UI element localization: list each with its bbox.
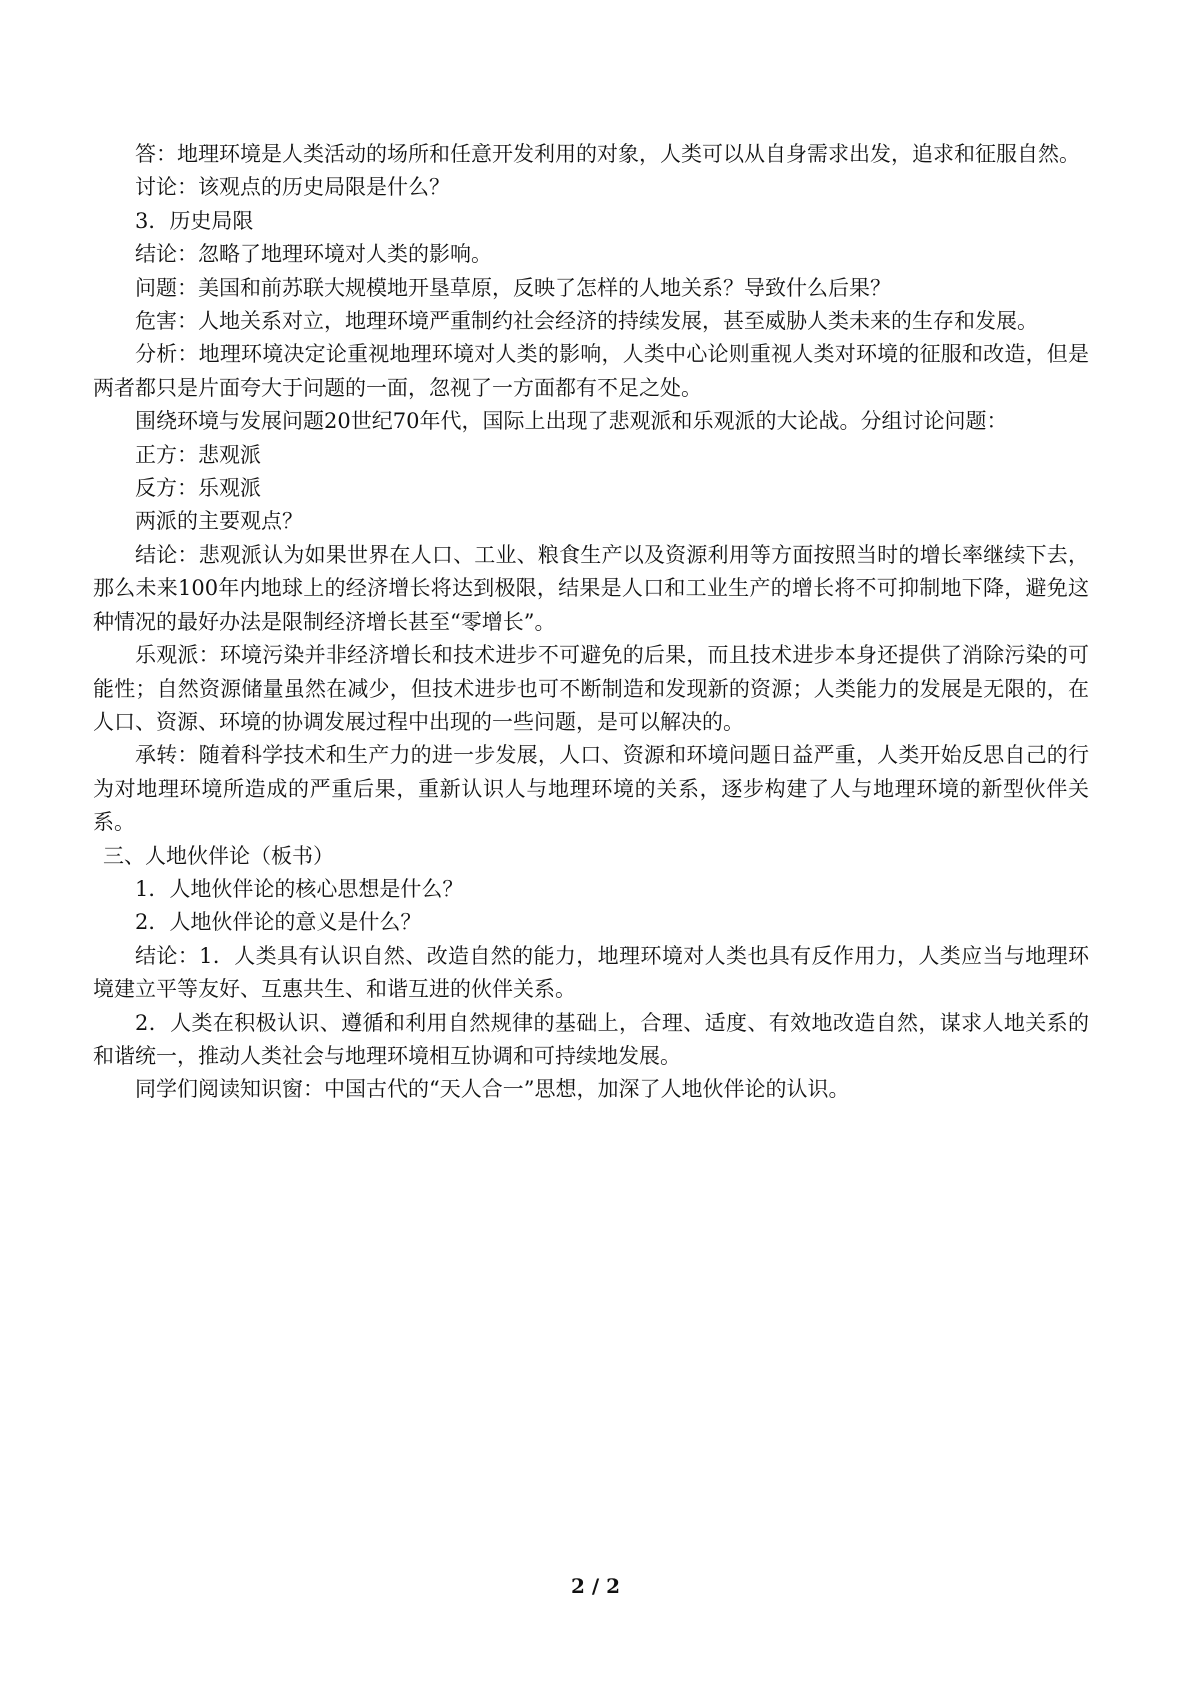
conclusion-point-2: 2．人类在积极认识、遵循和利用自然规律的基础上，合理、适度、有效地改造自然，谋求人地关系的和谐统一，推动人类社会与地理环境相互协调和可持续地发展。	[93, 1010, 1089, 1068]
main-views-question: 两派的主要观点？	[135, 509, 303, 534]
analysis-paragraph: 分析：地理环境决定论重视地理环境对人类的影响，人类中心论则重视人类对环境的征服和改造，但是两者都只是片面夸大于问题的一面，忽视了一方面都有不足之处。	[93, 342, 1089, 400]
debate-intro-paragraph: 围绕环境与发展问题20世纪70年代，国际上出现了悲观派和乐观派的大论战。分组讨论问题：	[135, 409, 1008, 434]
conclusion-paragraph: 结论：忽略了地理环境对人类的影响。	[135, 242, 492, 267]
question-paragraph: 问题：美国和前苏联大规模地开垦草原，反映了怎样的人地关系？导致什么后果？	[135, 275, 891, 300]
subheading-historical-limits: 3．历史局限	[135, 208, 254, 233]
reading-note: 同学们阅读知识窗：中国古代的“天人合一”思想，加深了人地伙伴论的认识。	[135, 1077, 850, 1102]
discussion-question: 讨论：该观点的历史局限是什么？	[135, 175, 450, 200]
harm-paragraph: 危害：人地关系对立，地理环境严重制约社会经济的持续发展，甚至威胁人类未来的生存和发展。	[135, 309, 1038, 334]
document-body	[93, 138, 1089, 1107]
page-number: 2 / 2	[570, 1574, 621, 1598]
negative-side: 反方：乐观派	[135, 476, 261, 501]
section-heading: 三、人地伙伴论（板书）	[103, 843, 334, 868]
pessimist-conclusion: 结论：悲观派认为如果世界在人口、工业、粮食生产以及资源利用等方面按照当时的增长率继续下去，那么未来100年内地球上的经济增长将达到极限，结果是人口和工业生产的增长将不可抑制地下降，避免这种情况的最好办法是限制经济增长甚至“零增长”。	[93, 542, 1089, 634]
answer-paragraph: 答：地理环境是人类活动的场所和任意开发利用的对象，人类可以从自身需求出发，追求和征服自然。	[135, 142, 1080, 166]
core-idea-question: 1．人地伙伴论的核心思想是什么？	[135, 876, 464, 901]
transition-paragraph: 承转：随着科学技术和生产力的进一步发展，人口、资源和环境问题日益严重，人类开始反思自己的行为对地理环境所造成的严重后果，重新认识人与地理环境的关系，逐步构建了人与地理环境的新型伙伴关系。	[93, 743, 1089, 835]
conclusion-point-1: 结论：1．人类具有认识自然、改造自然的能力，地理环境对人类也具有反作用力，人类应当与地理环境建立平等友好、互惠共生、和谐互进的伙伴关系。	[93, 943, 1089, 1002]
optimist-paragraph: 乐观派：环境污染并非经济增长和技术进步不可避免的后果，而且技术进步本身还提供了消除污染的可能性；自然资源储量虽然在减少，但技术进步也可不断制造和发现新的资源；人类能力的发展是无限的，在人口、资源、环境的协调发展过程中出现的一些问题，是可以解决的。	[93, 643, 1089, 734]
significance-question: 2．人地伙伴论的意义是什么？	[135, 910, 422, 935]
affirmative-side: 正方：悲观派	[135, 442, 261, 467]
